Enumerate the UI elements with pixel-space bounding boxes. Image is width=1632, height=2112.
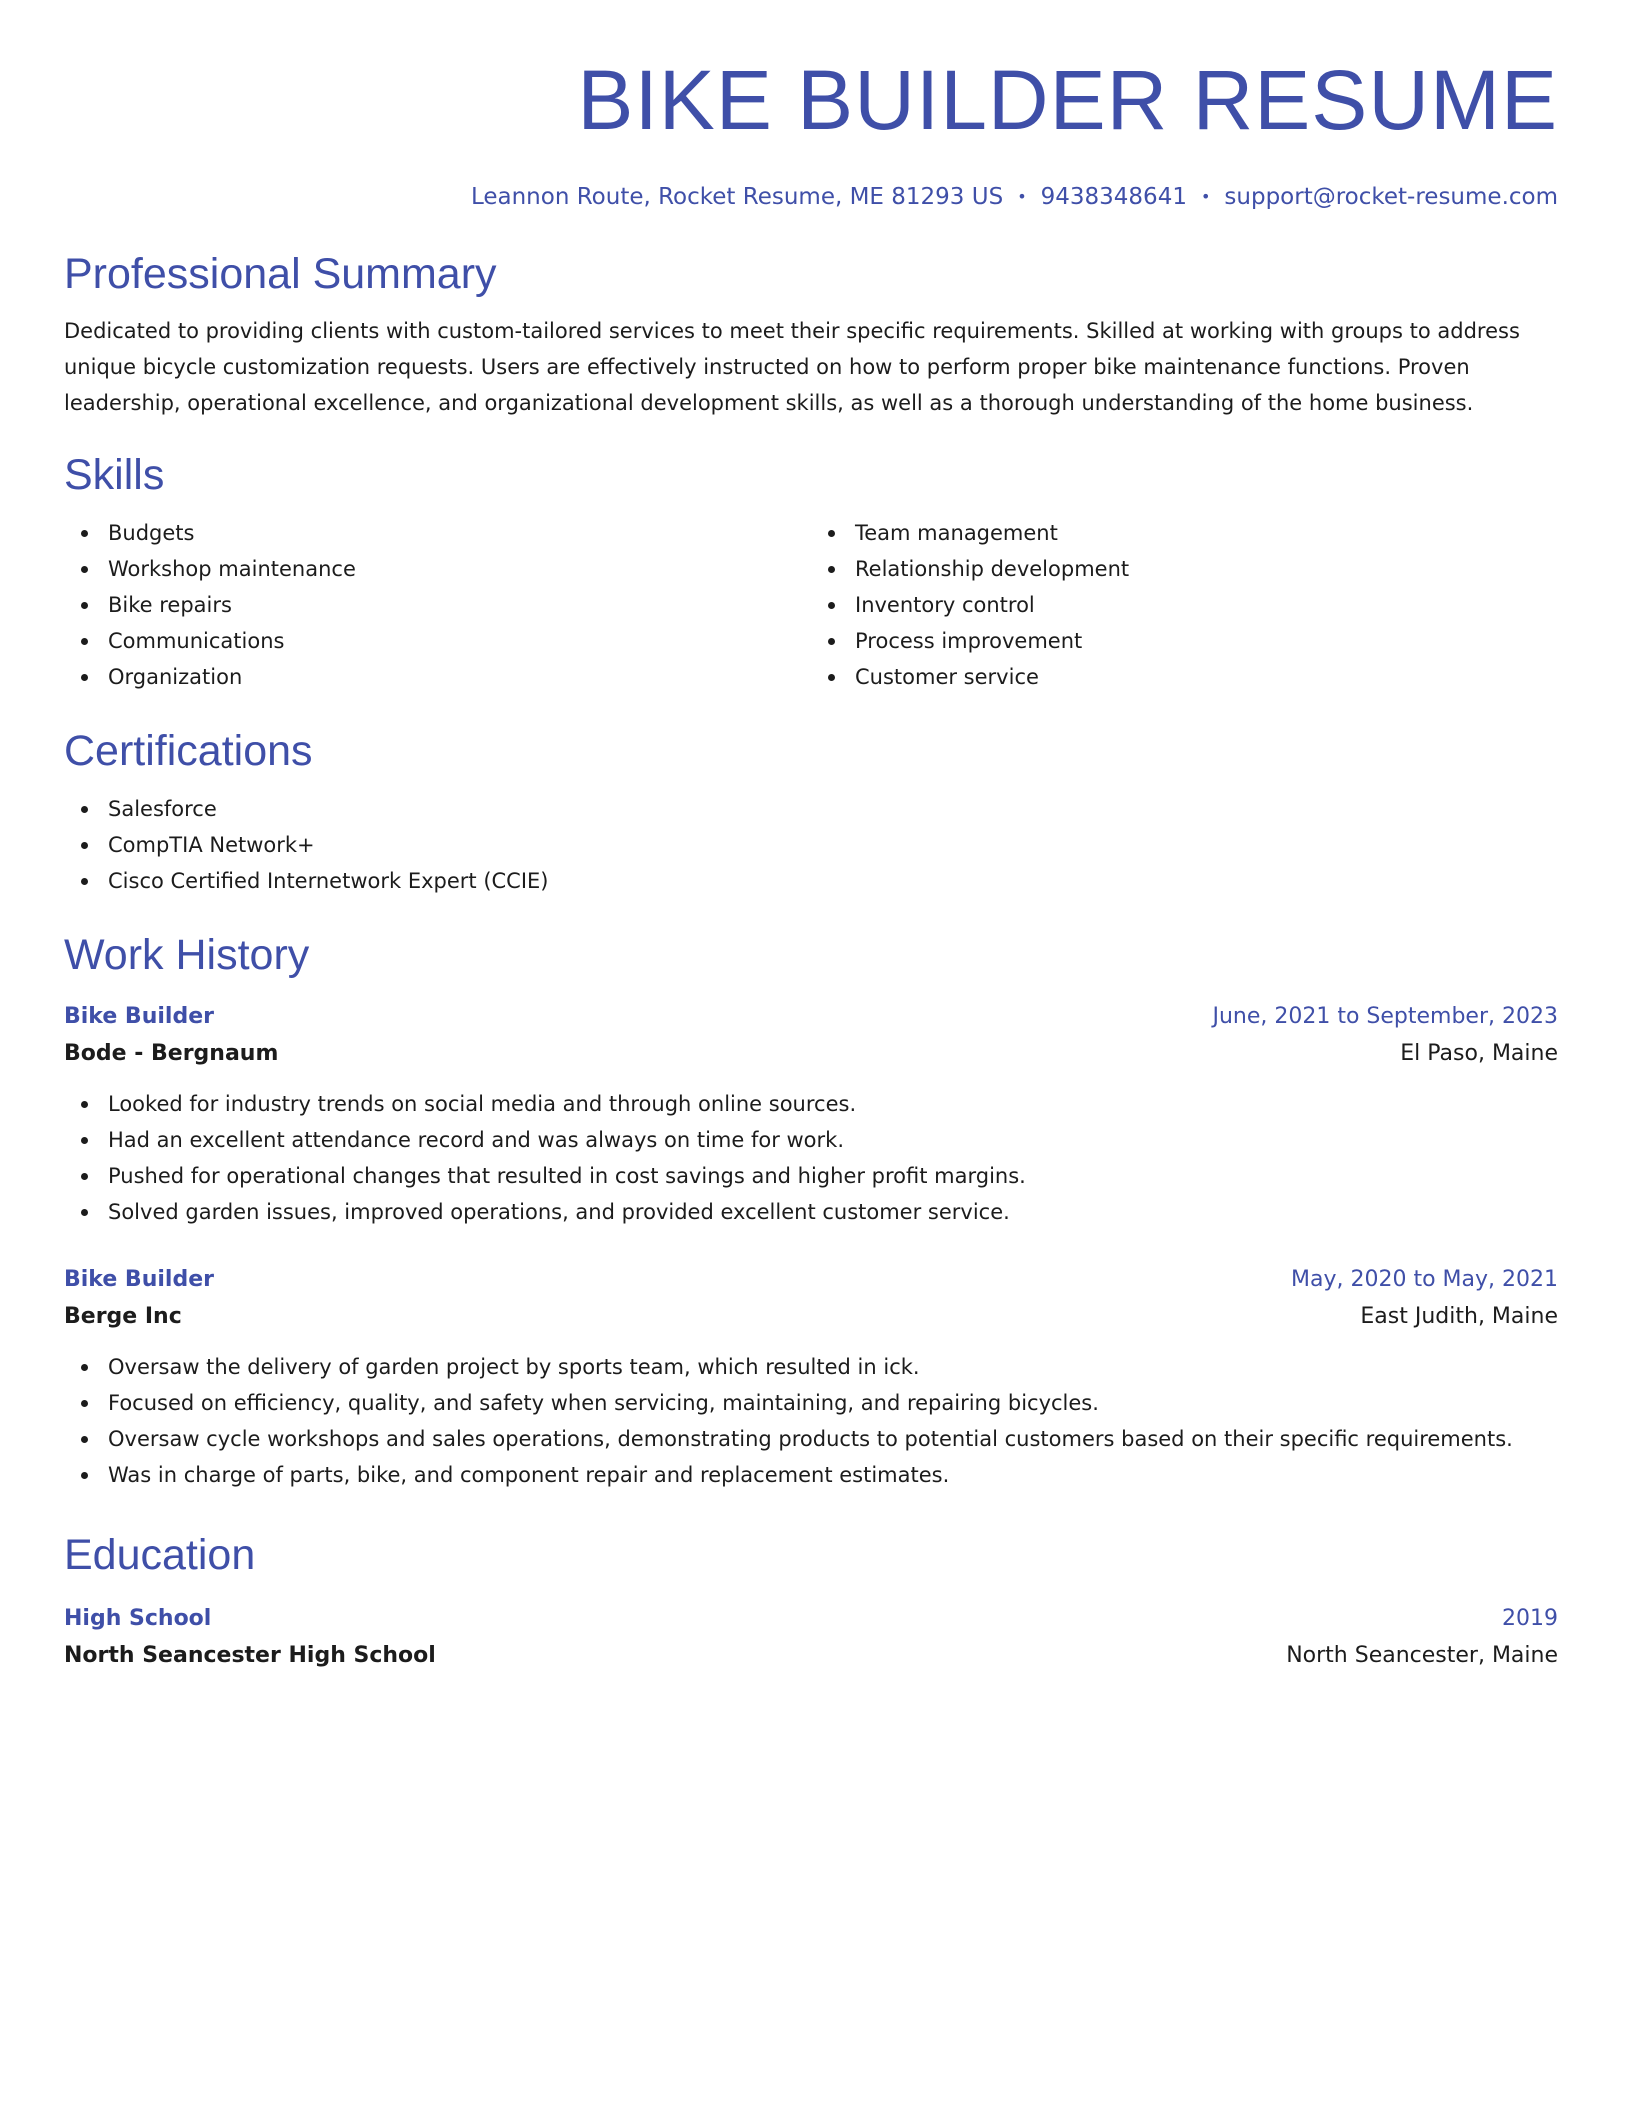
contact-separator: • xyxy=(1200,187,1211,206)
education-school-row xyxy=(64,1637,1558,1675)
skills-heading: Skills xyxy=(64,451,165,499)
job-bullet: Pushed for operational changes that resulted in cost savings and higher profit margins. xyxy=(108,1158,1558,1194)
skills-list-left xyxy=(64,515,811,695)
skill-item: Bike repairs xyxy=(108,587,811,623)
certification-item: Cisco Certified Internetwork Expert (CCIE) xyxy=(108,863,1558,899)
job-company-row xyxy=(64,1035,1558,1073)
job-company: Berge Inc xyxy=(64,1304,182,1329)
skill-item: Organization xyxy=(108,659,811,695)
contact-phone[interactable]: 9438348641 xyxy=(1040,184,1187,210)
job-entry xyxy=(64,999,1558,1230)
job-dates: May, 2020 to May, 2021 xyxy=(1291,1267,1558,1292)
job-bullet: Solved garden issues, improved operations, and provided excellent customer service. xyxy=(108,1194,1558,1230)
contact-separator: • xyxy=(1017,187,1027,206)
certifications-list xyxy=(64,791,1558,899)
education-school: North Seancester High School xyxy=(64,1643,436,1668)
resume-page xyxy=(64,52,1558,1675)
job-role-row xyxy=(64,999,1558,1035)
certifications-heading: Certifications xyxy=(64,727,313,775)
skill-item: Communications xyxy=(108,623,811,659)
education-entry xyxy=(64,1601,1558,1675)
contact-address: Leannon Route, Rocket Resume, ME 81293 US xyxy=(470,184,1004,210)
job-bullet: Focused on efficiency, quality, and safety when servicing, maintaining, and repairing bicycles. xyxy=(108,1385,1558,1421)
skills-columns xyxy=(64,515,1558,695)
job-bullet: Oversaw the delivery of garden project by sports team, which resulted in ick. xyxy=(108,1349,1558,1385)
job-company-row xyxy=(64,1298,1558,1336)
job-location: East Judith, Maine xyxy=(1360,1304,1558,1329)
job-bullets xyxy=(64,1086,1558,1230)
job-bullet: Looked for industry trends on social media and through online sources. xyxy=(108,1086,1558,1122)
job-location: El Paso, Maine xyxy=(1400,1041,1558,1066)
job-company: Bode - Bergnaum xyxy=(64,1041,279,1066)
skill-item: Team management xyxy=(855,515,1558,551)
summary-heading: Professional Summary xyxy=(64,250,497,298)
job-bullet: Oversaw cycle workshops and sales operations, demonstrating products to potential customers based on their specific requirements. xyxy=(108,1421,1558,1457)
education-location: North Seancester, Maine xyxy=(1286,1643,1558,1668)
work-history-heading: Work History xyxy=(64,931,310,979)
certification-item: CompTIA Network+ xyxy=(108,827,1558,863)
job-entry xyxy=(64,1262,1558,1493)
skill-item: Workshop maintenance xyxy=(108,551,811,587)
job-bullet: Had an excellent attendance record and was always on time for work. xyxy=(108,1122,1558,1158)
summary-text: Dedicated to providing clients with custom-tailored services to meet their specific requirements. Skilled at working with groups to address unique bicycle customization requests. Users are effectively instructed on how to perform proper bike maintenance functions. Proven leadership, operational excellence, and organizational development skills, as well as a thorough understanding of the home business. xyxy=(64,319,1520,415)
resume-header xyxy=(64,52,1558,212)
skills-list-right xyxy=(811,515,1558,695)
education-degree: High School xyxy=(64,1606,212,1631)
job-dates: June, 2021 to September, 2023 xyxy=(1212,1004,1558,1029)
contact-email[interactable]: support@rocket-resume.com xyxy=(1224,184,1558,210)
skill-item: Relationship development xyxy=(855,551,1558,587)
education-heading: Education xyxy=(64,1531,256,1579)
resume-title: BIKE BUILDER RESUME xyxy=(577,53,1558,147)
job-bullets xyxy=(64,1349,1558,1493)
contact-line xyxy=(64,182,1558,212)
job-bullet: Was in charge of parts, bike, and component repair and replacement estimates. xyxy=(108,1457,1558,1493)
job-role-row xyxy=(64,1262,1558,1298)
certification-item: Salesforce xyxy=(108,791,1558,827)
education-degree-row xyxy=(64,1601,1558,1637)
job-role: Bike Builder xyxy=(64,1004,214,1029)
job-role: Bike Builder xyxy=(64,1267,214,1292)
skill-item: Process improvement xyxy=(855,623,1558,659)
education-year: 2019 xyxy=(1502,1606,1558,1631)
skill-item: Customer service xyxy=(855,659,1558,695)
skill-item: Budgets xyxy=(108,515,811,551)
skill-item: Inventory control xyxy=(855,587,1558,623)
